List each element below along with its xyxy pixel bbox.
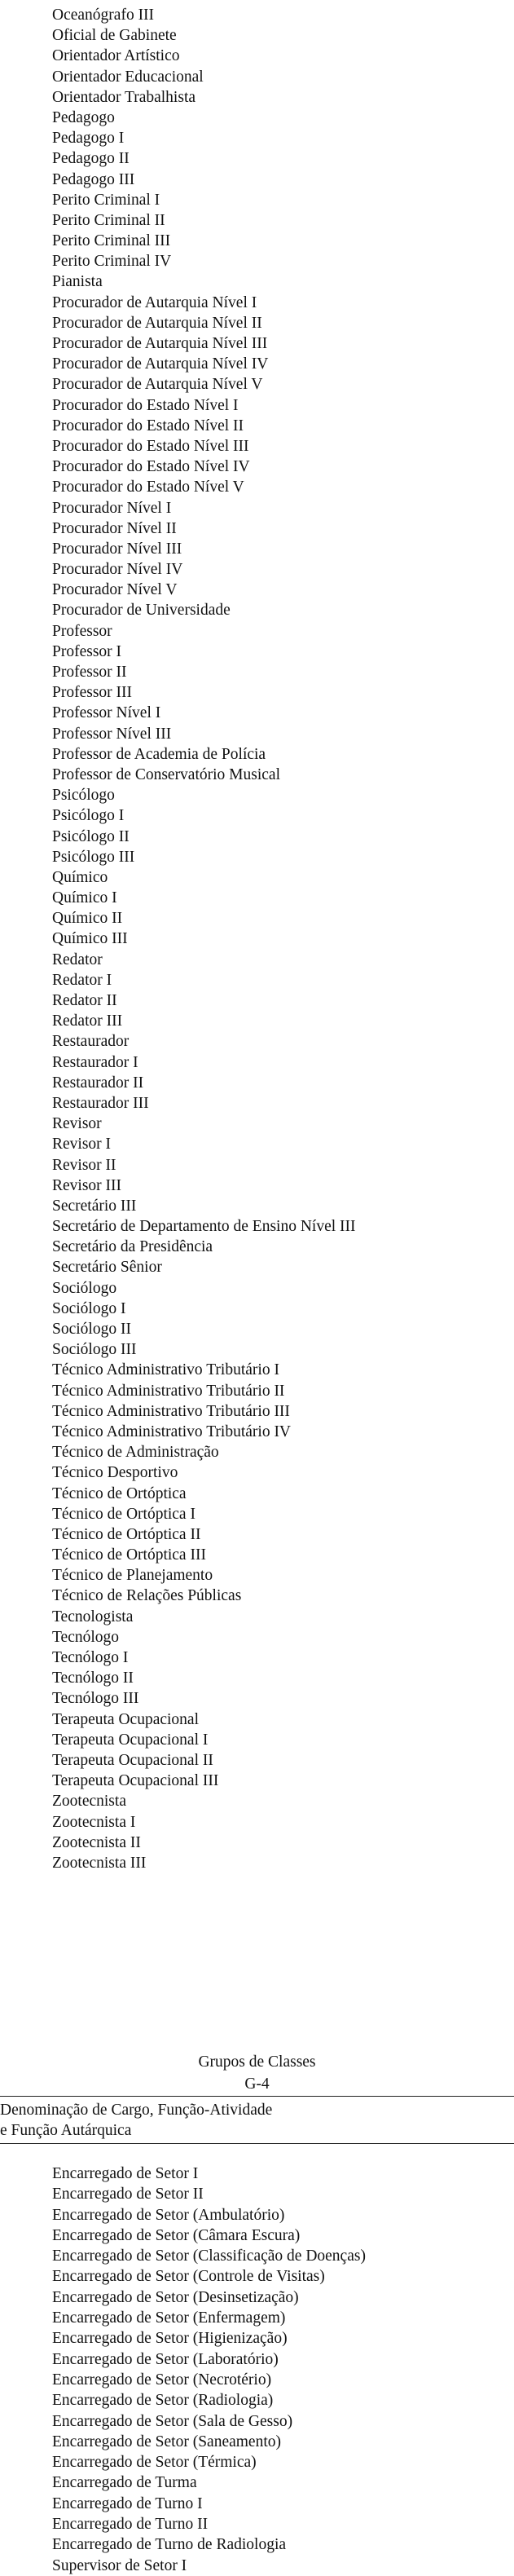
- list-item: Encarregado de Turno de Radiologia: [52, 2536, 287, 2554]
- list-item: Secretário III: [52, 1197, 137, 1215]
- list-item: Pianista: [52, 273, 103, 291]
- list-item: Encarregado de Turma: [52, 2474, 197, 2492]
- list-item: Terapeuta Ocupacional: [52, 1710, 199, 1728]
- list-item: Professor II: [52, 664, 127, 681]
- list-item: Zootecnista I: [52, 1813, 136, 1831]
- list-item: Restaurador III: [52, 1094, 149, 1112]
- list-item: Pedagogo: [52, 108, 115, 126]
- table-top-rule: [0, 2096, 514, 2097]
- list-item: Procurador do Estado Nível III: [52, 437, 249, 455]
- list-item: Professor III: [52, 684, 133, 702]
- list-item: Procurador do Estado Nível IV: [52, 458, 250, 476]
- list-item: Oceanógrafo III: [52, 7, 155, 24]
- list-item: Supervisor de Setor I: [52, 2556, 187, 2574]
- list-item: Tecnologista: [52, 1608, 134, 1625]
- list-item: Professor de Conservatório Musical: [52, 765, 280, 783]
- list-item: Redator: [52, 951, 103, 968]
- list-item: Procurador de Autarquia Nível II: [52, 314, 262, 332]
- list-item: Restaurador II: [52, 1074, 144, 1092]
- list-item: Redator III: [52, 1012, 123, 1030]
- list-item: Encarregado de Turno II: [52, 2516, 209, 2534]
- list-item: Químico: [52, 868, 108, 886]
- list-item: Técnico de Administração: [52, 1444, 219, 1462]
- list-item: Pedagogo III: [52, 170, 135, 188]
- list-item: Perito Criminal I: [52, 191, 160, 209]
- list-item: Técnico Administrativo Tributário II: [52, 1382, 285, 1400]
- list-item: Técnico Administrativo Tributário IV: [52, 1423, 292, 1440]
- list-item: Sociólogo III: [52, 1341, 137, 1359]
- list-item: Procurador Nível IV: [52, 561, 183, 579]
- list-item: Químico I: [52, 889, 117, 907]
- list-item: Encarregado de Setor (Ambulatório): [52, 2206, 285, 2224]
- list-item: Perito Criminal III: [52, 232, 171, 250]
- list-item: Zootecnista: [52, 1793, 126, 1811]
- list-item: Técnico Administrativo Tributário I: [52, 1361, 279, 1379]
- list-item: Tecnólogo II: [52, 1670, 134, 1687]
- job-title-list-2: [52, 2164, 366, 2576]
- list-item: Sociólogo II: [52, 1321, 131, 1338]
- list-item: Redator II: [52, 992, 117, 1009]
- list-item: Técnico Administrativo Tributário III: [52, 1402, 290, 1420]
- list-item: Redator I: [52, 971, 112, 989]
- job-title-list-1: [52, 5, 356, 1873]
- list-item: Técnico de Ortóptica II: [52, 1525, 201, 1543]
- list-item: Revisor I: [52, 1136, 112, 1153]
- list-item: Encarregado de Turno I: [52, 2494, 203, 2512]
- list-item: Encarregado de Setor II: [52, 2186, 204, 2203]
- list-item: Químico III: [52, 930, 128, 948]
- list-item: Técnico de Ortóptica III: [52, 1546, 206, 1564]
- list-item: Encarregado de Setor (Câmara Escura): [52, 2226, 301, 2244]
- list-item: Procurador do Estado Nível II: [52, 417, 244, 434]
- list-item: Revisor II: [52, 1156, 116, 1174]
- list-item: Técnico de Ortóptica I: [52, 1505, 195, 1523]
- table-header-rule: [0, 2143, 514, 2144]
- list-item: Procurador de Autarquia Nível I: [52, 293, 257, 311]
- list-item: Encarregado de Setor (Controle de Visitas): [52, 2268, 325, 2286]
- list-item: Procurador Nível III: [52, 540, 182, 558]
- list-item: Zootecnista II: [52, 1833, 141, 1851]
- list-item: Encarregado de Setor (Saneamento): [52, 2433, 281, 2450]
- list-item: Professor: [52, 622, 112, 640]
- list-item: Encarregado de Setor (Radiologia): [52, 2392, 274, 2410]
- list-item: Procurador do Estado Nível V: [52, 479, 244, 496]
- list-item: Técnico de Planejamento: [52, 1567, 213, 1585]
- list-item: Secretário Sênior: [52, 1259, 162, 1277]
- list-item: Psicólogo II: [52, 827, 130, 845]
- list-item: Procurador do Estado Nível I: [52, 396, 239, 414]
- list-item: Terapeuta Ocupacional II: [52, 1751, 213, 1769]
- list-item: Psicólogo III: [52, 848, 135, 866]
- list-item: Orientador Trabalhista: [52, 88, 196, 106]
- list-item: Perito Criminal IV: [52, 253, 172, 271]
- list-item: Procurador Nível I: [52, 499, 172, 517]
- list-item: Encarregado de Setor (Sala de Gesso): [52, 2412, 293, 2430]
- list-item: Encarregado de Setor (Laboratório): [52, 2350, 279, 2368]
- list-item: Encarregado de Setor (Classificação de Doenças): [52, 2247, 366, 2265]
- list-item: Tecnólogo III: [52, 1690, 139, 1708]
- list-item: Tecnólogo: [52, 1628, 120, 1646]
- list-item: Revisor III: [52, 1176, 122, 1194]
- list-item: Encarregado de Setor I: [52, 2165, 199, 2182]
- group-title: Grupos de Classes: [198, 2053, 316, 2071]
- list-item: Restaurador: [52, 1033, 130, 1051]
- list-item: Secretário da Presidência: [52, 1238, 213, 1256]
- group-code: G-4: [244, 2075, 270, 2093]
- list-item: Oficial de Gabinete: [52, 27, 177, 45]
- list-item: Zootecnista III: [52, 1854, 147, 1872]
- table-column-header: Denominação de Cargo, Função-Atividade e Função Autárquica: [0, 2102, 273, 2139]
- list-item: Procurador Nível II: [52, 519, 177, 537]
- list-item: Orientador Educacional: [52, 68, 204, 86]
- list-item: Professor I: [52, 642, 122, 660]
- list-item: Encarregado de Setor (Térmica): [52, 2454, 257, 2472]
- list-item: Psicólogo: [52, 787, 115, 805]
- list-item: Técnico de Relações Públicas: [52, 1587, 242, 1605]
- list-item: Psicólogo I: [52, 807, 125, 825]
- list-item: Procurador de Autarquia Nível IV: [52, 355, 269, 373]
- list-item: Sociólogo I: [52, 1299, 126, 1317]
- list-item: Pedagogo II: [52, 150, 130, 168]
- list-item: Encarregado de Setor (Enfermagem): [52, 2309, 286, 2327]
- list-item: Encarregado de Setor (Higienização): [52, 2330, 288, 2348]
- list-item: Restaurador I: [52, 1053, 138, 1071]
- list-item: Terapeuta Ocupacional I: [52, 1731, 209, 1749]
- list-item: Orientador Artístico: [52, 47, 180, 65]
- list-item: Procurador de Autarquia Nível III: [52, 335, 268, 352]
- list-item: Tecnólogo I: [52, 1649, 129, 1666]
- list-item: Encarregado de Setor (Necrotério): [52, 2371, 272, 2389]
- list-item: Perito Criminal II: [52, 211, 165, 229]
- list-item: Professor Nível I: [52, 704, 161, 722]
- list-item: Químico II: [52, 910, 123, 928]
- list-item: Pedagogo I: [52, 130, 125, 148]
- list-item: Procurador de Autarquia Nível V: [52, 376, 263, 394]
- list-item: Professor de Academia de Polícia: [52, 745, 266, 763]
- list-item: Terapeuta Ocupacional III: [52, 1772, 219, 1790]
- list-item: Procurador Nível V: [52, 581, 178, 599]
- list-item: Secretário de Departamento de Ensino Nível III: [52, 1218, 356, 1236]
- list-item: Encarregado de Setor (Desinsetização): [52, 2288, 299, 2306]
- list-item: Procurador de Universidade: [52, 602, 231, 620]
- list-item: Técnico de Ortóptica: [52, 1484, 187, 1502]
- list-item: Revisor: [52, 1115, 102, 1133]
- list-item: Sociólogo: [52, 1279, 117, 1297]
- list-item: Técnico Desportivo: [52, 1464, 178, 1482]
- list-item: Professor Nível III: [52, 725, 172, 743]
